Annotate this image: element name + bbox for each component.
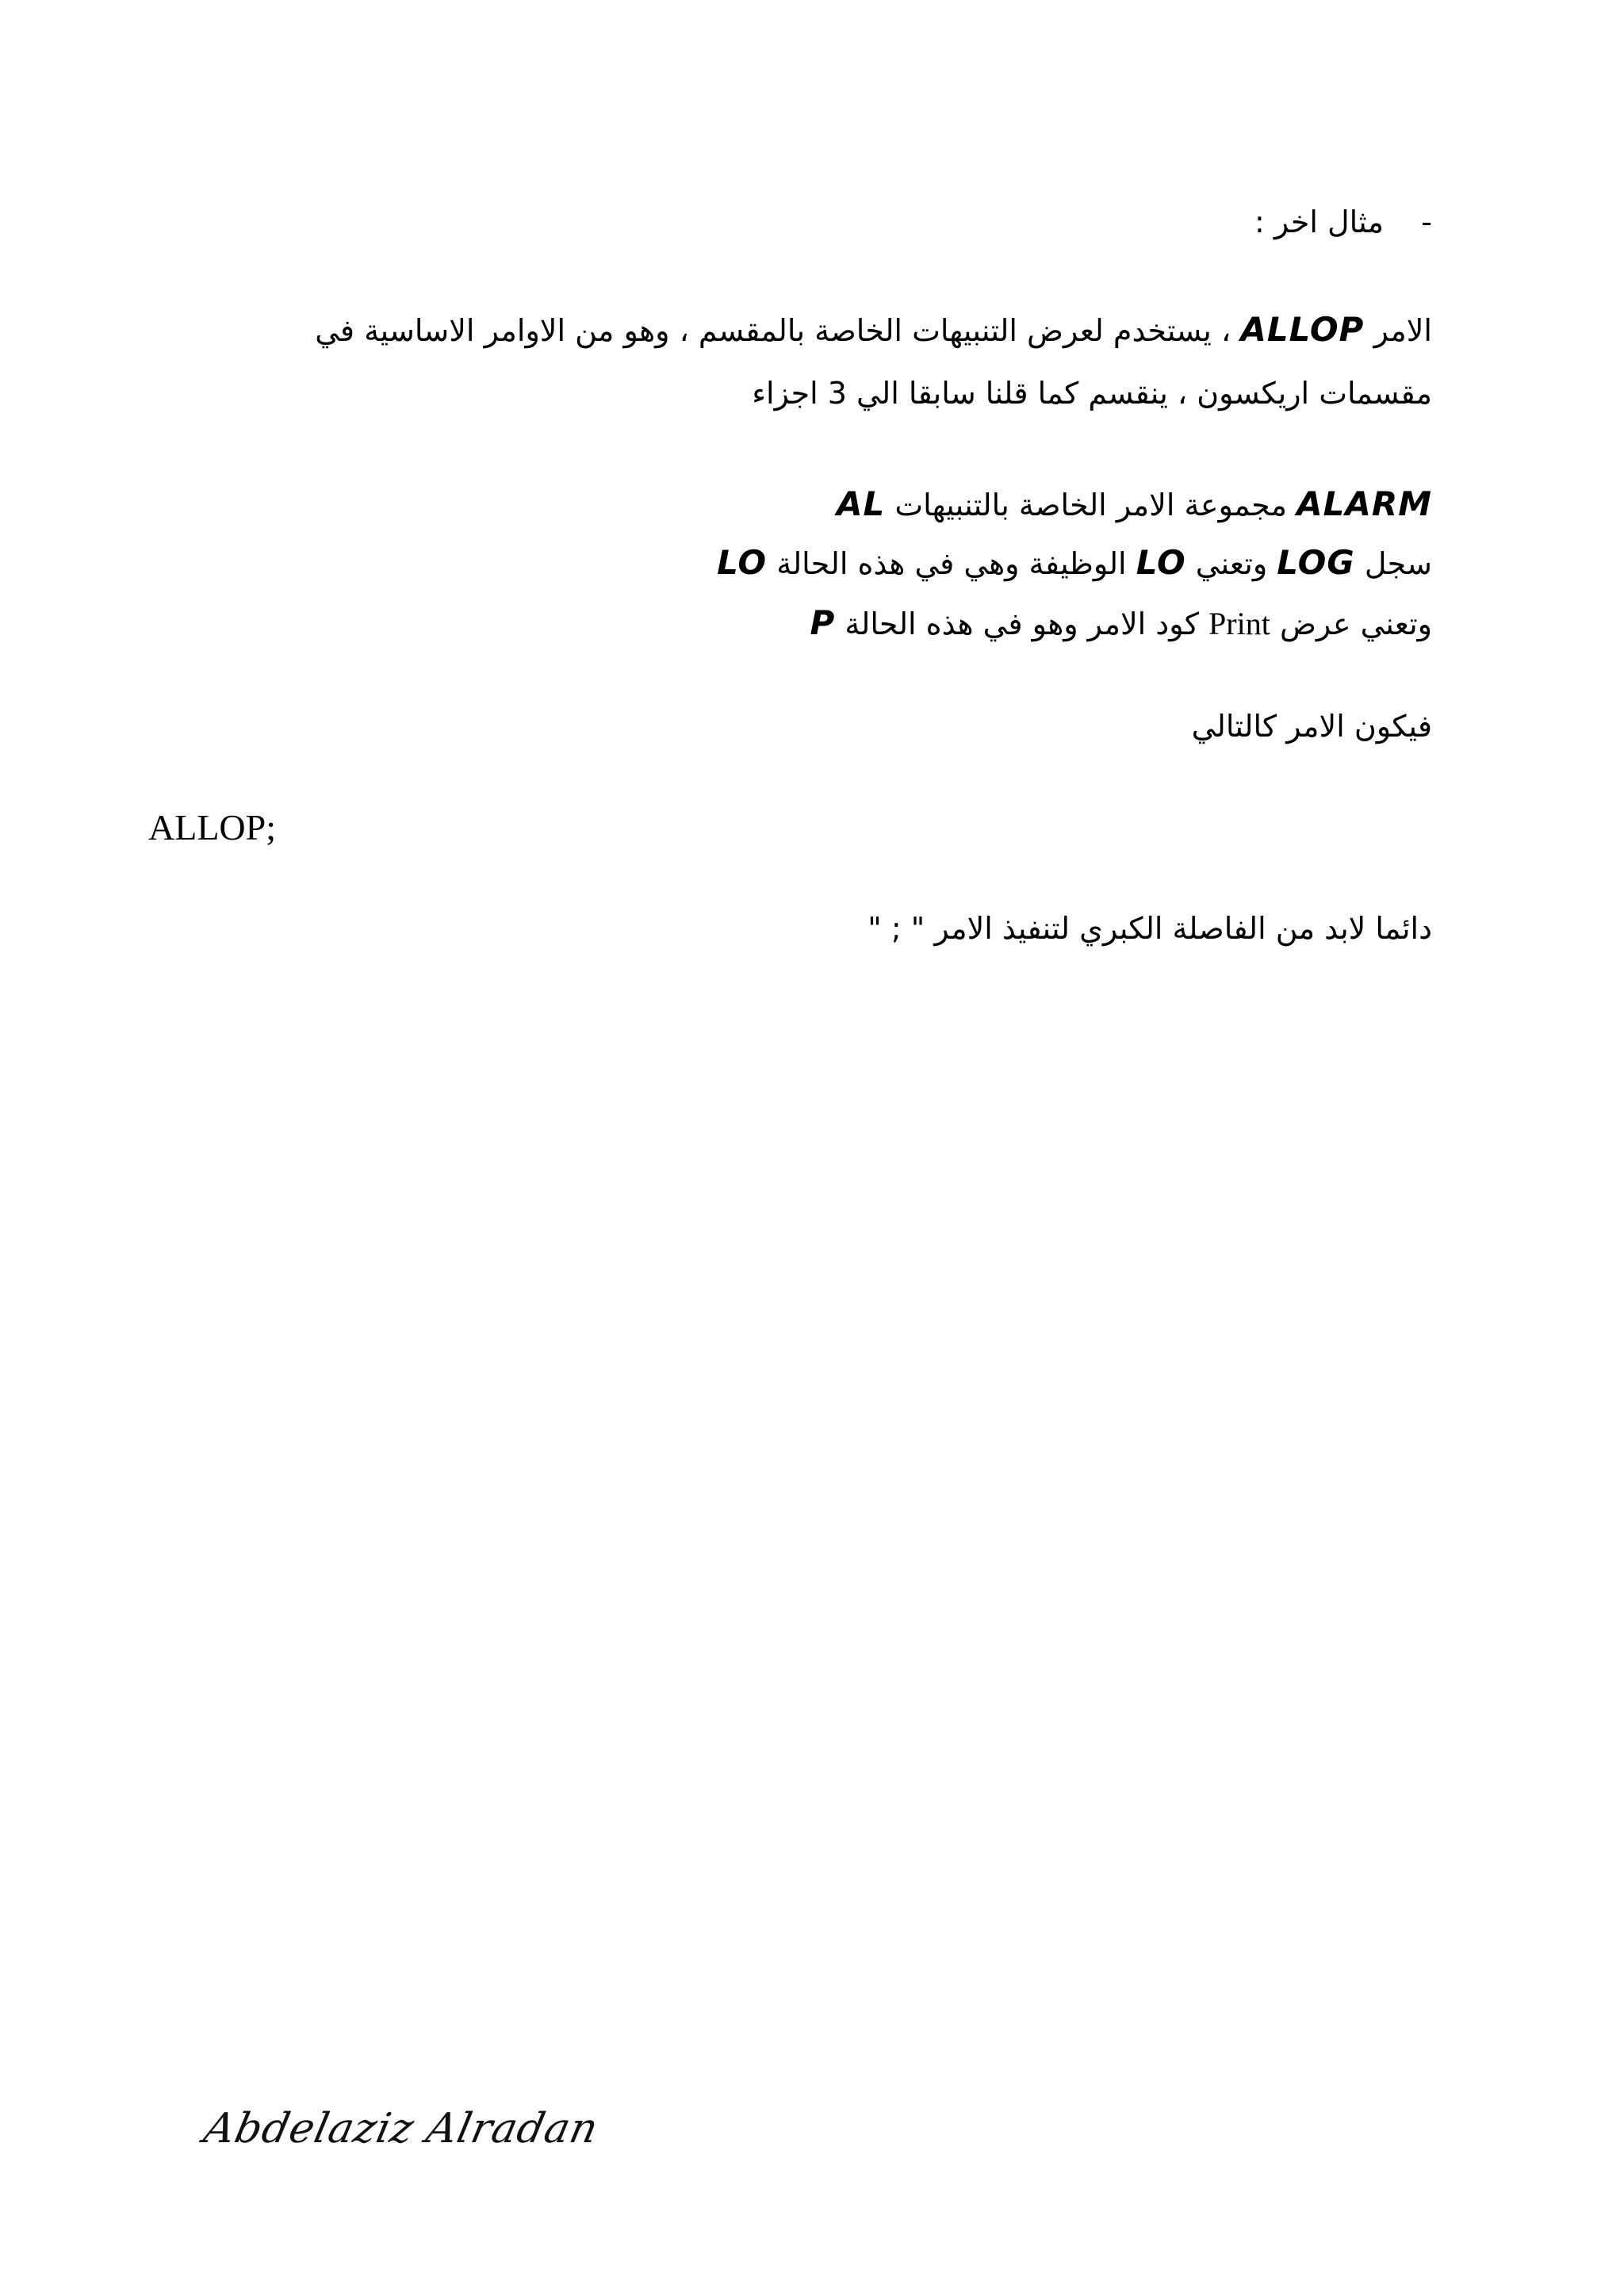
note-line: دائما لابد من الفاصلة الكبري لتنفيذ الامر " ; " <box>868 911 1432 946</box>
definition-text: الوظيفة وهي في هذه الحالة <box>776 546 1127 581</box>
definition-al <box>837 484 1432 526</box>
definition-text: كود الامر وهو في هذه الحالة <box>845 607 1199 641</box>
definition-term: Print <box>1208 606 1270 641</box>
author-signature: Abdelaziz Alradan <box>200 2105 603 2152</box>
definition-p <box>810 603 1432 645</box>
example-heading: مثال اخر : <box>1254 205 1384 239</box>
paragraph-suffix: ، يستخدم لعرض التنبيهات الخاصة بالمقسم ، وهو من الاوامر الاساسية في <box>315 313 1231 348</box>
definition-term: LO <box>1136 543 1186 582</box>
bullet-marker: - <box>1421 205 1432 239</box>
paragraph-line-1 <box>315 309 1432 351</box>
definition-code: LO <box>717 543 768 582</box>
definition-term-2: LOG <box>1277 543 1355 582</box>
definition-code: AL <box>836 484 886 523</box>
paragraph-line-2: مقسمات اريكسون ، ينقسم كما قلنا سابقا الي 3 اجزاء <box>752 376 1432 411</box>
result-line: فيكون الامر كالتالي <box>1191 709 1432 744</box>
command-example: ALLOP; <box>148 807 276 848</box>
command-name: ALLOP <box>1240 310 1365 349</box>
definition-lo <box>717 542 1432 584</box>
definition-text: مجموعة الامر الخاصة بالتنبيهات <box>894 488 1287 522</box>
definition-text-middle: وتعني عرض <box>1279 607 1432 641</box>
definition-code: P <box>810 603 836 642</box>
definition-text-middle: وتعني <box>1195 546 1268 581</box>
definition-term: ALARM <box>1297 484 1432 523</box>
paragraph-prefix: الامر <box>1373 313 1432 348</box>
definition-text-after: سجل <box>1364 546 1432 581</box>
